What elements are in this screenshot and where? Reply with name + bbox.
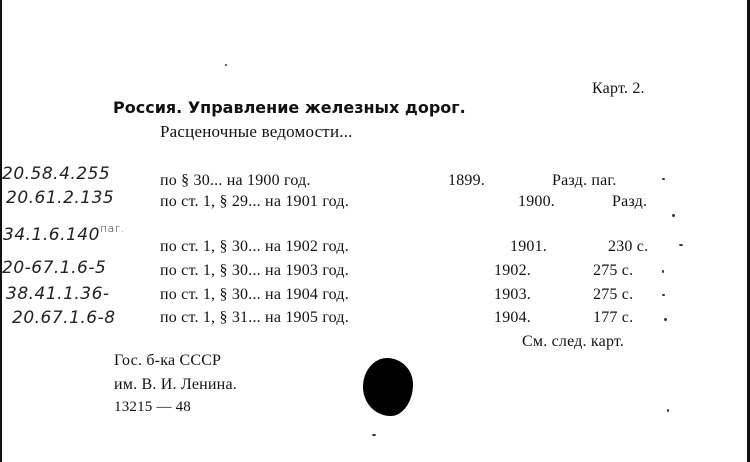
entry-year-2: 1901. [510, 238, 547, 255]
see-next-card: См. след. карт. [522, 333, 625, 350]
shelfmark-1: 20.61.2.135 [6, 188, 115, 208]
card-left-edge [0, 0, 2, 462]
entry-text-0: по § 30... на 1900 год. [160, 172, 311, 189]
entry-year-4: 1903. [494, 286, 531, 303]
entry-pages-1: Разд. [612, 193, 648, 210]
library-name: Гос. б-ка СССР [114, 352, 222, 369]
heading-subtitle: Расценочные ведомости... [160, 122, 353, 141]
shelfmark-3: 20-67.1.6-5 [2, 258, 107, 278]
entry-pages-2: 230 с. [608, 238, 649, 255]
speck-mark [225, 64, 227, 66]
entry-year-5: 1904. [494, 309, 531, 326]
speck-mark [662, 178, 665, 180]
shelfmark-2: $34.1.6.140^{паг.}$ [3, 222, 125, 245]
speck-mark [679, 244, 683, 246]
speck-mark [662, 294, 665, 296]
entry-year-3: 1902. [494, 262, 531, 279]
speck-mark [667, 409, 669, 412]
speck-mark [662, 270, 664, 273]
entry-year-1: 1900. [518, 193, 555, 210]
shelfmark-4: 38.41.1.36- [6, 284, 110, 304]
entry-text-2: по ст. 1, § 30... на 1902 год. [160, 238, 349, 255]
entry-text-3: по ст. 1, § 30... на 1903 год. [160, 262, 349, 279]
shelfmark-0: 20.58.4.255 [2, 164, 111, 184]
entry-pages-4: 275 с. [593, 286, 634, 303]
card-number: Карт. 2. [592, 80, 645, 97]
library-dedication: им. В. И. Ленина. [114, 376, 237, 393]
entry-text-1: по ст. 1, § 29... на 1901 год. [160, 193, 349, 210]
shelfmark-5: 20.67.1.6-8 [12, 308, 116, 328]
speck-mark [664, 318, 667, 321]
entry-text-4: по ст. 1, § 30... на 1904 год. [160, 286, 349, 303]
speck-mark [372, 434, 376, 436]
speck-mark [672, 214, 675, 217]
library-print-number: 13215 — 48 [114, 399, 191, 415]
heading-title: Россия. Управление железных дорог. [113, 98, 466, 117]
ink-blot [363, 358, 413, 416]
entry-pages-5: 177 с. [593, 309, 634, 326]
entry-pages-0: Разд. паг. [552, 172, 617, 189]
entry-text-5: по ст. 1, § 31... на 1905 год. [160, 309, 349, 326]
entry-pages-3: 275 с. [593, 262, 634, 279]
entry-year-0: 1899. [448, 172, 485, 189]
